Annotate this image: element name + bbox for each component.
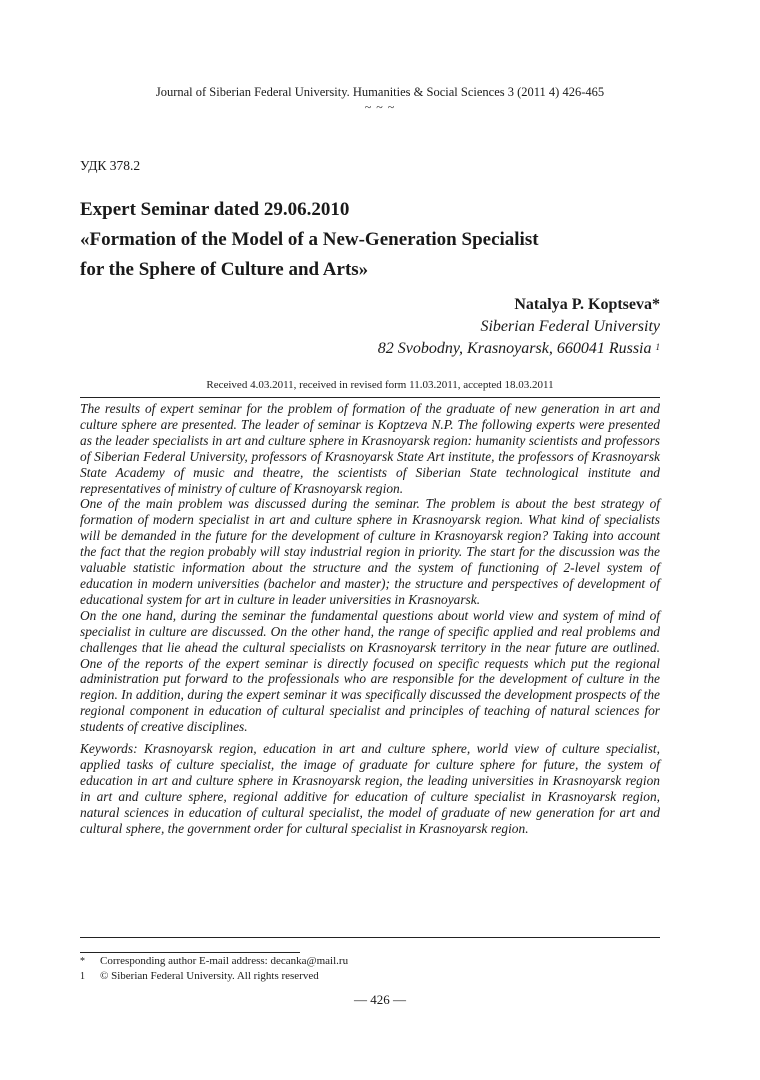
abstract-top-rule: [80, 397, 660, 398]
header-separator: ~ ~ ~: [364, 100, 396, 114]
author-block: [378, 294, 660, 360]
author-name: Natalya P. Koptseva*: [514, 296, 660, 313]
received-dates: Received 4.03.2011, received in revised form 11.03.2011, accepted 18.03.2011: [206, 379, 554, 391]
abstract-paragraph-2: One of the main problem was discussed during the seminar. The problem is about the best strategy of formation of modern specialist in art and culture sphere in Krasnoyarsk region. What kind of specialists will be demanded in the future for the development of culture in Krasnoyarsk region? Taking into account the fact that the region probably will stay industrial region in priority. The start for the discussion was the valuable statistic information about the structure and the system of functioning of 2-level system of education in modern universities (bachelor and master); the structure and perspectives of development of educational system for art in culture in leader universities in Krasnoyarsk.: [80, 496, 660, 607]
title-line-2: «Formation of the Model of a New-Generation Specialist: [80, 229, 539, 250]
udk-code: УДК 378.2: [80, 158, 141, 173]
journal-header: Journal of Siberian Federal University. Humanities & Social Sciences 3 (2011 4) 426-465: [155, 85, 605, 99]
title-line-3: for the Sphere of Culture and Arts»: [80, 259, 369, 280]
article-title: [80, 195, 680, 285]
author-affiliation: Siberian Federal University: [480, 318, 660, 335]
keywords: Keywords: Krasnoyarsk region, education in art and culture sphere, world view of culture specialist, applied tasks of culture specialist, the image of graduate for culture sphere for future, the system of education in art and culture sphere in Krasnoyarsk region, the leading universities in Krasnoyarsk region in art and culture sphere, regional additive for education of culture specialist in Krasnoyarsk region, natural sciences in education of cultural specialist, the model of graduate of new generation for art and cultural sphere, the government order for cultural specialist in Krasnoyarsk region.: [80, 741, 660, 836]
footnote-copyright: [80, 969, 348, 984]
abstract-paragraph-3: On the one hand, during the seminar the fundamental questions about world view and system of mind of specialist in culture are discussed. On the other hand, the range of specific applied and real problems and challenges that lie ahead the cultural specialists on Krasnoyarsk territory in the near future are outlined. One of the reports of the expert seminar is directly focused on specific requests which put the regional administration put forward to the professionals who are responsible for the development of culture in the region. In addition, during the expert seminar it was specifically discussed the development prospects of the regional component in education of cultural specialist and principles of teaching of natural sciences for students of creative disciplines.: [80, 607, 660, 735]
footnote-text: Corresponding author E-mail address: decanka@mail.ru: [100, 955, 349, 967]
abstract-bottom-rule: [80, 937, 660, 938]
address-footnote-mark: 1: [655, 342, 660, 352]
footnotes: [80, 954, 348, 984]
title-line-1: Expert Seminar dated 29.06.2010: [80, 199, 350, 220]
footnote-mark: 1: [80, 971, 85, 982]
abstract-paragraph-1: The results of expert seminar for the problem of formation of the graduate of new generation in art and culture sphere are presented. The leader of seminar is Koptzeva N.P. The following experts were presented as the leader specialists in art and culture sphere in Krasnoyarsk region: humanity scientists and professors of Siberian Federal University, professors of Krasnoyarsk State Art institute, the professors of Krasnoyarsk State Academy of music and theatre, the scientists of Siberian State technological institute and representatives of ministry of culture of Krasnoyarsk region.: [80, 401, 660, 496]
footnote-text: © Siberian Federal University. All rights reserved: [100, 970, 319, 982]
footnote-mark: *: [80, 956, 85, 967]
page-number: — 426 —: [354, 992, 406, 1007]
author-address-line: [378, 338, 660, 360]
footnote-corresponding: [80, 954, 348, 969]
abstract: [80, 401, 660, 836]
footnote-rule: [80, 952, 300, 953]
author-address: 82 Svobodny, Krasnoyarsk, 660041 Russia: [377, 340, 652, 357]
